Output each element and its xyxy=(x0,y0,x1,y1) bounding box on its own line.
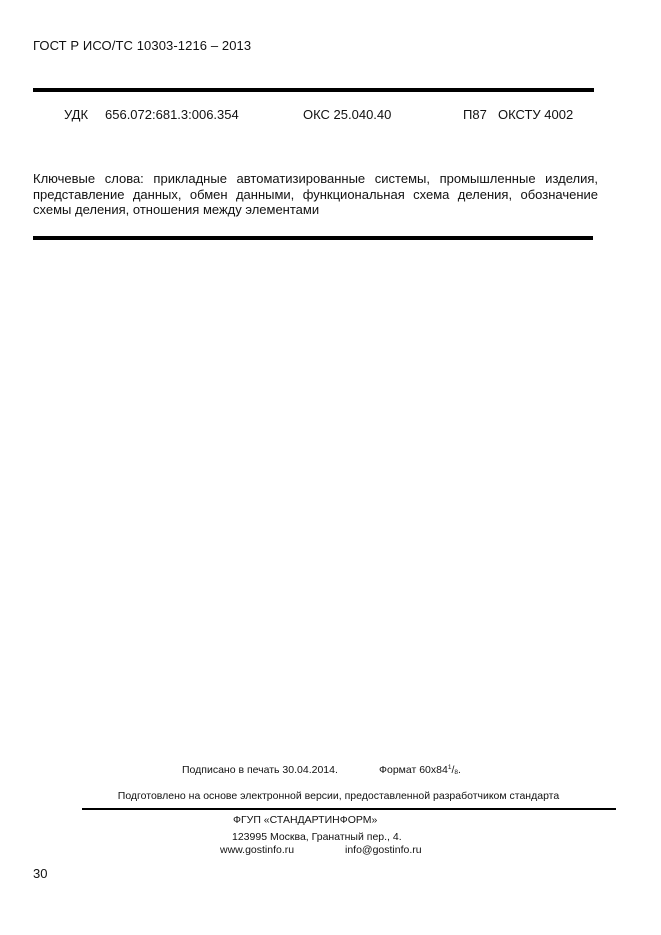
publisher-website: www.gostinfo.ru xyxy=(220,844,295,856)
publisher-address: 123995 Москва, Гранатный пер., 4. xyxy=(232,831,402,843)
format-suffix: . xyxy=(458,764,461,776)
top-divider xyxy=(33,88,594,92)
bottom-divider xyxy=(82,808,616,810)
print-format: Формат $60x84^1/_8$. xyxy=(379,764,461,776)
keywords-paragraph: Ключевые слова: прикладные автоматизированные системы, промышленные изделия, представление данных, обмен данными, функциональная схема деления, обозначение схемы деления, отношения между элементами xyxy=(33,171,598,218)
format-numerator: 1 xyxy=(447,764,452,771)
oks-code: ОКС 25.040.40 xyxy=(303,107,392,122)
udk-label: УДК xyxy=(64,107,89,122)
middle-divider xyxy=(33,236,593,240)
publisher-name: ФГУП «СТАНДАРТИНФОРМ» xyxy=(233,814,378,826)
okstu-code: ОКСТУ 4002 xyxy=(498,107,574,122)
page-number: 30 xyxy=(33,866,48,881)
standard-code: ГОСТ Р ИСО/ТС 10303-1216 – 2013 xyxy=(33,38,252,53)
publisher-email: info@gostinfo.ru xyxy=(345,844,422,856)
signed-for-print: Подписано в печать 30.04.2014. xyxy=(182,764,338,776)
prepared-note: Подготовлено на основе электронной версии, предоставленной разработчиком стандарта xyxy=(117,790,560,802)
format-denominator: 8 xyxy=(454,769,458,776)
udk-value: 656.072:681.3:006.354 xyxy=(105,107,239,122)
p-code: П87 xyxy=(463,107,487,122)
format-label: Формат 60x84 xyxy=(379,764,448,776)
